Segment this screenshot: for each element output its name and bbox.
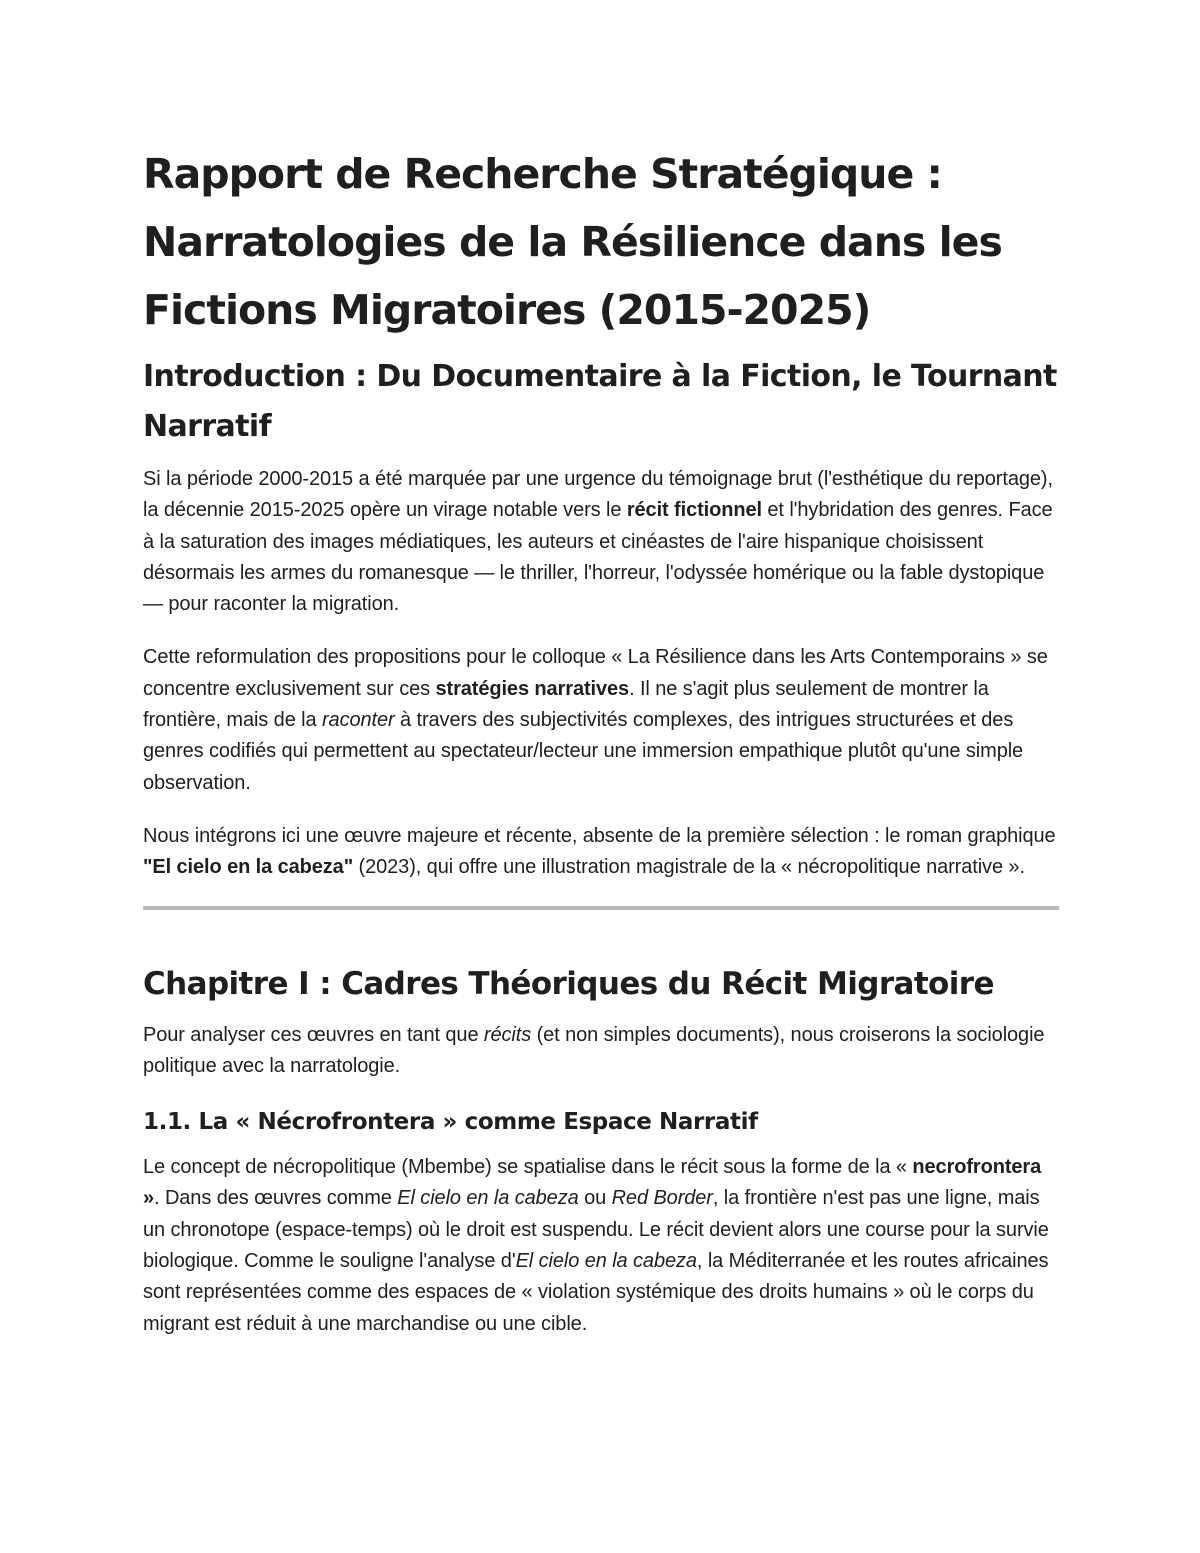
bold-text: necrofrontera » — [143, 1156, 1042, 1210]
text-run: (2023), qui offre une illustration magistrale de la « nécropolitique narrative ». — [353, 856, 1025, 879]
italic-text: raconter — [322, 709, 395, 732]
italic-text: récits — [483, 1023, 532, 1046]
section-1-1-heading: 1.1. La « Nécrofrontera » comme Espace Narratif — [143, 1109, 758, 1136]
text-run: à travers des subjectivités complexes, des intrigues structurées et des genres codifiés qui permettent au spectateur/lecteur une immersion empathique plutôt qu'une simple observation. — [143, 709, 1024, 794]
text-run: ou — [578, 1187, 612, 1210]
text-run: . Dans des œuvres comme — [154, 1187, 398, 1210]
text-run: et l'hybridation des genres. Face à la saturation des images médiatiques, les auteurs et cinéastes de l'aire hispanique choisissent désormais les armes du romanesque — le thriller, l'horreur, l'odyssée homérique ou la fable dystopique — pour raconter la migration. — [143, 499, 1053, 616]
bold-text: stratégies narratives — [435, 677, 630, 700]
text-run: , la Méditerranée et les routes africaines sont représentées comme des espaces de « violation systémique des droits humains » où le corps du migrant est réduit à une marchandise ou une cible. — [143, 1250, 1049, 1335]
horizontal-divider — [143, 906, 1059, 910]
introduction-paragraph-3 — [143, 821, 1059, 884]
chapter-1-paragraph-1 — [143, 1020, 1059, 1083]
text-run: Nous intégrons ici une œuvre majeure et récente, absente de la première sélection : le roman graphique — [143, 824, 1056, 847]
document-page — [143, 140, 1059, 1362]
introduction-heading: Introduction : Du Documentaire à la Fiction, le Tournant Narratif — [143, 359, 1057, 444]
introduction-paragraph-2 — [143, 642, 1059, 798]
italic-text: El cielo en la cabeza — [397, 1187, 579, 1210]
italic-text: El cielo en la cabeza — [515, 1250, 697, 1273]
text-run: (et non simples documents), nous croiserons la sociologie politique avec la narratologie. — [143, 1023, 1045, 1077]
chapter-1-heading: Chapitre I : Cadres Théoriques du Récit Migratoire — [143, 965, 994, 1002]
text-run: . Il ne s'agit plus seulement de montrer la frontière, mais de la — [143, 677, 989, 732]
bold-text: "El cielo en la cabeza" — [143, 856, 354, 879]
section-1-1-paragraph-1 — [143, 1152, 1059, 1340]
text-run: Cette reformulation des propositions pour le colloque « La Résilience dans les Arts Contemporains » se concentre exclusivement sur ces — [143, 646, 1048, 700]
text-run: Pour analyser ces œuvres en tant que — [143, 1023, 484, 1046]
bold-text: récit fictionnel — [626, 499, 762, 522]
document-title: Rapport de Recherche Stratégique : Narratologies de la Résilience dans les Fictions Migratoires (2015-2025) — [143, 150, 1002, 334]
text-run: Le concept de nécropolitique (Mbembe) se spatialise dans le récit sous la forme de la « — [143, 1156, 913, 1179]
text-run: Si la période 2000-2015 a été marquée par une urgence du témoignage brut (l'esthétique du reportage), la décennie 2015-2025 opère un virage notable vers le — [143, 468, 1053, 522]
italic-text: Red Border — [611, 1187, 713, 1210]
introduction-paragraph-1 — [143, 464, 1059, 620]
text-run: , la frontière n'est pas une ligne, mais un chronotope (espace-temps) où le droit est suspendu. Le récit devient alors une course pour la survie biologique. Comme le souligne l'analyse d' — [143, 1187, 1049, 1273]
